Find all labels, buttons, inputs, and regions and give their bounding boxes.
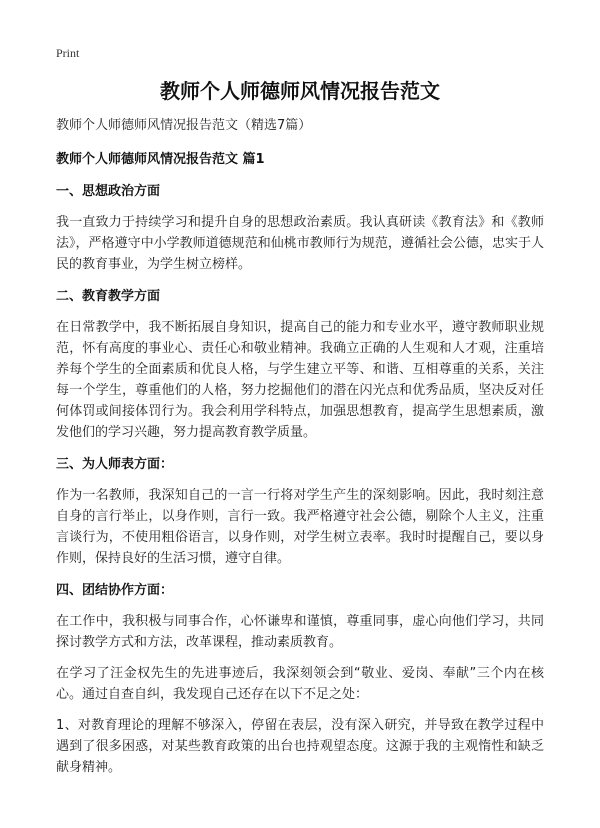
print-label[interactable]: Print: [56, 46, 80, 60]
paragraph: 在工作中，我积极与同事合作，心怀谦卑和谨慎，尊重同事，虚心向他们学习，共同探讨教学方式和方法，改革课程，推动素质教育。: [56, 614, 544, 650]
section-teamwork: [56, 581, 544, 778]
paragraph: 在日常教学中，我不断拓展自身知识，提高自己的能力和专业水平，遵守教师职业规范，怀有高度的事业心、责任心和敬业精神。我确立正确的人生观和人才观，注重培养每个学生的全面素质和优良人格，与学生建立平等、和谐、互相尊重的关系，关注每一个学生，尊重他们的人格，努力挖掘他们的潜在闪光点和优秀品质，坚决反对任何体罚或间接体罚行为。我会利用学科特点，加强思想教育，提高学生思想素质，激发他们的学习兴趣，努力提高教育教学质量。: [56, 320, 544, 440]
section-role-model: [56, 455, 544, 569]
paragraph: 作为一名教师，我深知自己的一言一行将对学生产生的深刻影响。因此，我时刻注意自身的言行举止，以身作则，言行一致。我严格遵守社会公德，剔除个人主义，注重言谈行为，不使用粗俗语言，以身作则，对学生树立表率。我时时提醒自己，要以身作则，保持良好的生活习惯，遵守自律。: [56, 488, 544, 566]
section-heading: 三、为人师表方面：: [56, 457, 174, 472]
document-subtitle: 教师个人师德师风情况报告范文（精选7篇）: [56, 118, 312, 133]
section-teaching: [56, 287, 544, 443]
section-political: [56, 182, 544, 275]
paragraph: 我一直致力于持续学习和提升自身的思想政治素质。我认真研读《教育法》和《教师法》，严格遵守中小学教师道德规范和仙桃市教师行为规范，遵循社会公德，忠实于人民的教育事业，为学生树立榜样。: [56, 215, 544, 272]
section-heading: 一、思想政治方面: [56, 184, 161, 199]
section-heading: 二、教育教学方面: [56, 289, 161, 304]
paragraph: 1、对教育理论的理解不够深入，停留在表层，没有深入研究，并导致在教学过程中遇到了很多困惑，对某些教育政策的出台也持观望态度。这源于我的主观惰性和缺乏献身精神。: [56, 718, 544, 775]
page-title: 教师个人师德师风情况报告范文: [160, 79, 440, 103]
paragraph: 在学习了汪金权先生的先进事迹后，我深刻领会到“敬业、爱岗、奉献”三个内在核心。通过自查自纠，我发现自己还存在以下不足之处：: [56, 666, 544, 702]
section-heading: 四、团结协作方面：: [56, 583, 174, 598]
article-title: 教师个人师德师风情况报告范文 篇1: [56, 152, 265, 167]
